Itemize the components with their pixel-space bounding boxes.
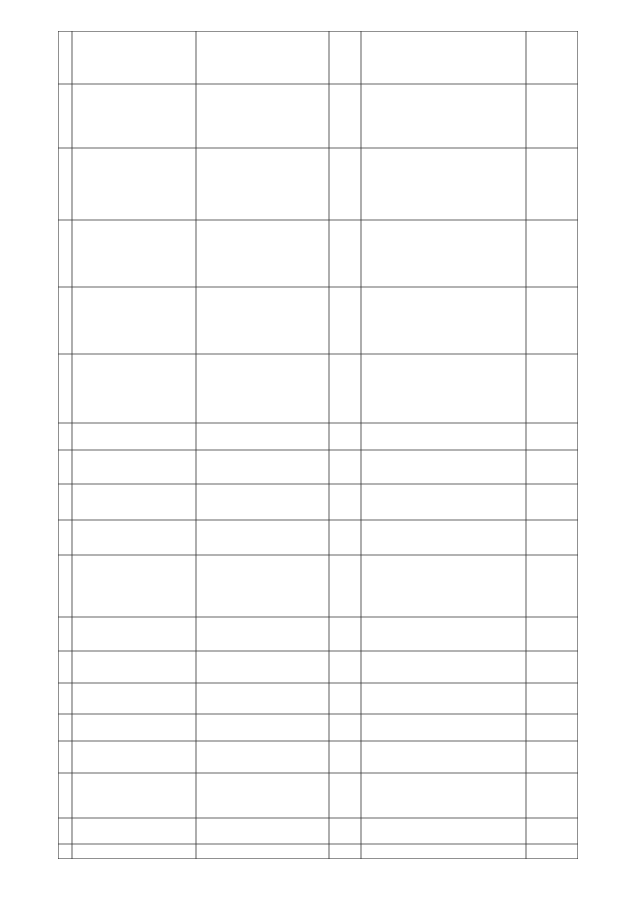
rotated-data-table [58,31,578,859]
